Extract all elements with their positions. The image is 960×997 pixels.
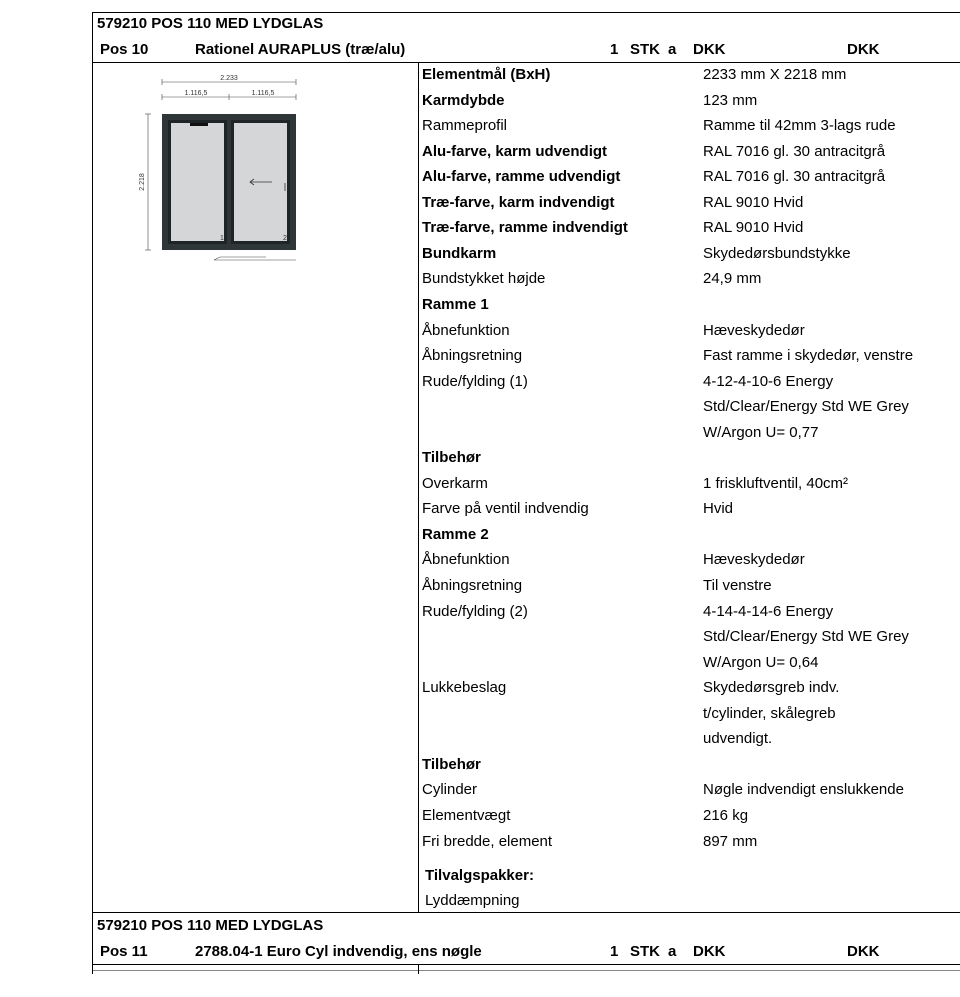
spec-value: 4-14-4-14-6 Energy [703, 603, 834, 620]
spec-value: 2233 mm X 2218 mm [703, 66, 847, 83]
spec-value: 897 mm [703, 833, 758, 850]
window-drawing [130, 72, 310, 272]
position-number-2: Pos 11 [100, 943, 148, 960]
spec-value: Til venstre [703, 577, 772, 594]
spec-value: t/cylinder, skålegreb [703, 705, 836, 722]
spec-value: 4-12-4-10-6 Energy [703, 373, 834, 390]
options-item: Lyddæmpning [425, 892, 520, 909]
order-title-2: 579210 POS 110 MED LYDGLAS [97, 917, 324, 934]
sash-number-1: 1 [220, 235, 224, 242]
spec-value: 1 friskluftventil, 40cm² [703, 475, 849, 492]
spec-value: Skydedørsbundstykke [703, 245, 851, 262]
spec-label: Tilbehør [422, 449, 481, 466]
spec-label: Ramme 2 [422, 526, 489, 543]
spec-label: Rude/fylding (1) [422, 373, 528, 390]
unit-2: STK [630, 943, 660, 960]
section2-bottom-border [92, 964, 960, 965]
spec-value: Nøgle indvendigt enslukkende [703, 781, 904, 798]
spec-value: 216 kg [703, 807, 749, 824]
spec-label: Rammeprofil [422, 117, 508, 134]
spec-value: Hæveskydedør [703, 551, 805, 568]
spec-label: Cylinder [422, 781, 478, 798]
dimension-right-half: 1.116,5 [251, 90, 275, 97]
total-price-currency: DKK [847, 41, 880, 58]
spec-value: Hæveskydedør [703, 322, 805, 339]
table-left-border [92, 12, 93, 974]
spec-value: RAL 7016 gl. 30 antracitgrå [703, 168, 886, 185]
per-label: a [668, 41, 677, 58]
total-price-currency-2: DKK [847, 943, 880, 960]
spec-label: Træ-farve, ramme indvendigt [422, 219, 628, 236]
spec-value: Fast ramme i skydedør, venstre [703, 347, 914, 364]
quantity: 1 [610, 41, 619, 58]
footer-divider [92, 970, 960, 971]
section2-top-border [92, 912, 960, 913]
table-top-border [92, 12, 960, 13]
spec-label: Karmdybde [422, 92, 505, 109]
dimension-height: 2.218 [139, 173, 146, 191]
dimension-total-width: 2.233 [220, 75, 238, 82]
quantity-2: 1 [610, 943, 619, 960]
product-name: Rationel AURAPLUS (træ/alu) [195, 41, 406, 58]
column-divider-stub [418, 964, 419, 974]
spec-label: Åbnefunktion [422, 551, 510, 568]
column-divider [418, 62, 419, 912]
spec-label: Lukkebeslag [422, 679, 507, 696]
spec-value: W/Argon U= 0,64 [703, 654, 819, 671]
spec-label: Elementvægt [422, 807, 511, 824]
spec-value: 123 mm [703, 92, 758, 109]
spec-value: Skydedørsgreb indv. [703, 679, 840, 696]
spec-label: Rude/fylding (2) [422, 603, 528, 620]
unit-price-currency: DKK [693, 41, 726, 58]
spec-value: udvendigt. [703, 730, 773, 747]
spec-label: Elementmål (BxH) [422, 66, 551, 83]
spec-label: Bundkarm [422, 245, 497, 262]
spec-value: W/Argon U= 0,77 [703, 424, 819, 441]
spec-label: Åbnefunktion [422, 322, 510, 339]
spec-value: RAL 7016 gl. 30 antracitgrå [703, 143, 886, 160]
position-number: Pos 10 [100, 41, 149, 58]
order-title: 579210 POS 110 MED LYDGLAS [97, 15, 324, 32]
product-name-2: 2788.04-1 Euro Cyl indvendig, ens nøgle [195, 943, 482, 960]
sash-number-2: 2 [283, 235, 287, 242]
unit: STK [630, 41, 660, 58]
spec-label: Alu-farve, karm udvendigt [422, 143, 608, 160]
spec-label: Tilbehør [422, 756, 481, 773]
dimension-left-half: 1.116,5 [184, 90, 208, 97]
spec-value: Std/Clear/Energy Std WE Grey [703, 398, 909, 415]
unit-price-currency-2: DKK [693, 943, 726, 960]
per-label-2: a [668, 943, 677, 960]
spec-label: Åbningsretning [422, 577, 523, 594]
spec-label: Overkarm [422, 475, 488, 492]
spec-label: Ramme 1 [422, 296, 489, 313]
spec-label: Alu-farve, ramme udvendigt [422, 168, 621, 185]
spec-value: Ramme til 42mm 3-lags rude [703, 117, 896, 134]
spec-value: Hvid [703, 500, 734, 517]
spec-label: Fri bredde, element [422, 833, 553, 850]
section1-header-divider [92, 62, 960, 63]
spec-label: Farve på ventil indvendig [422, 500, 589, 517]
spec-value: Std/Clear/Energy Std WE Grey [703, 628, 909, 645]
spec-label: Åbningsretning [422, 347, 523, 364]
options-heading: Tilvalgspakker: [425, 867, 534, 884]
spec-label: Træ-farve, karm indvendigt [422, 194, 615, 211]
spec-label: Bundstykket højde [422, 270, 546, 287]
spec-value: RAL 9010 Hvid [703, 219, 804, 236]
spec-value: 24,9 mm [703, 270, 762, 287]
spec-value: RAL 9010 Hvid [703, 194, 804, 211]
